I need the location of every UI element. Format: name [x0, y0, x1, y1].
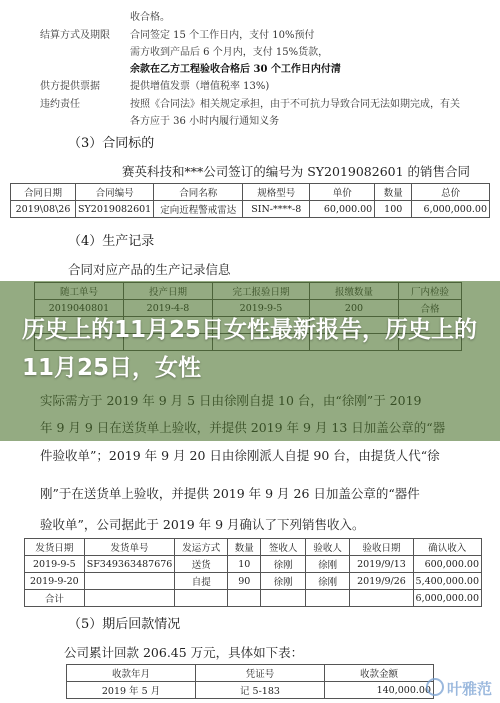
table-cell: 合计	[25, 590, 85, 607]
table-cell: 6,000,000.00	[412, 201, 490, 218]
section-heading: （3）合同标的	[68, 136, 155, 151]
liability-label: 违约责任	[40, 99, 80, 110]
table-cell: 2019-9-5	[25, 556, 85, 573]
section-heading: （5）期后回款情况	[68, 617, 181, 632]
table-cell: 6,000,000.00	[413, 590, 481, 607]
liability-line: 按照《合同法》相关规定承担，由于不可抗力导致合同无法如期完成，有关	[130, 99, 460, 110]
settlement-line: 需方收到产品后 6 个月内，支付 15%货款，	[130, 47, 329, 58]
table-cell: 5,400,000.00	[413, 573, 481, 590]
sales-paragraph-line: 验收单”，公司据此于 2019 年 9 月确认了下列销售收入。	[40, 517, 365, 532]
table-header-cell: 总价	[412, 184, 490, 201]
table-header-cell: 凭证号	[196, 665, 325, 682]
table-header-cell: 数量	[228, 539, 261, 556]
table-cell: SF349363487676	[84, 556, 175, 573]
section-caption: 赛英科技和***公司签订的编号为 SY2019082601 的销售合同	[122, 164, 471, 179]
sales-paragraph-line: 件验收单”；2019 年 9 月 20 日由徐刚派人自提 90 台，由提货人代“徐	[40, 448, 440, 463]
table-header-cell: 签收人	[261, 539, 306, 556]
table-cell: 2019/9/26	[350, 573, 413, 590]
liability-line: 各方应于 36 小时内履行通知义务	[130, 116, 280, 127]
table-cell: 90	[228, 573, 261, 590]
section-caption: 公司累计回款 206.45 万元，具体如下表：	[64, 645, 304, 660]
table-cell: 100	[375, 201, 412, 218]
table-header-cell: 合同日期	[11, 184, 76, 201]
table-header-cell: 发运方式	[175, 539, 228, 556]
table-row	[25, 590, 482, 607]
table-row	[25, 573, 482, 590]
table-header-cell: 发货日期	[25, 539, 85, 556]
table-cell: 徐刚	[305, 556, 350, 573]
invoice-value: 提供增值发票（增值税率 13%)	[130, 81, 270, 92]
table-header-cell: 合同编号	[76, 184, 154, 201]
contract-table	[10, 183, 490, 218]
watermark-icon	[426, 678, 444, 696]
table-header-row	[25, 539, 482, 556]
table-row	[11, 201, 490, 218]
section-caption: 合同对应产品的生产记录信息	[68, 262, 231, 277]
table-cell: 2019 年 5 月	[67, 682, 196, 699]
table-cell: 定向近程警戒雷达	[154, 201, 243, 218]
table-cell: 2019/9/13	[350, 556, 413, 573]
table-cell: 自提	[175, 573, 228, 590]
table-header-cell: 确认收入	[413, 539, 481, 556]
table-header-cell: 验收日期	[350, 539, 413, 556]
table-cell: 2019\08\26	[11, 201, 76, 218]
sales-table	[24, 538, 482, 607]
headline-title: 历史上的11月25日女性最新报告，历史上的11月25日，女性	[22, 317, 478, 381]
settlement-label: 结算方式及期限	[40, 30, 110, 41]
table-cell: 10	[228, 556, 261, 573]
table-header-row	[67, 665, 434, 682]
table-header-cell: 发货单号	[84, 539, 175, 556]
table-cell: 送货	[175, 556, 228, 573]
invoice-label: 供方提供票据	[40, 81, 100, 92]
table-cell: 2019-9-20	[25, 573, 85, 590]
sales-paragraph-line: 刚”于在送货单上验收，并提供 2019 年 9 月 26 日加盖公章的“器件	[40, 486, 420, 501]
table-cell: 140,000.00	[325, 682, 434, 699]
table-cell: 记 5-183	[196, 682, 325, 699]
table-header-cell: 合同名称	[154, 184, 243, 201]
table-header-cell: 数量	[375, 184, 412, 201]
section-heading: （4）生产记录	[68, 234, 155, 249]
table-header-cell: 收款年月	[67, 665, 196, 682]
table-row	[67, 682, 434, 699]
table-cell: SY2019082601	[76, 201, 154, 218]
table-header-cell: 规格型号	[243, 184, 310, 201]
table-row	[25, 556, 482, 573]
table-header-cell: 收款金额	[325, 665, 434, 682]
table-header-row	[11, 184, 490, 201]
collection-table	[66, 664, 434, 699]
table-cell: SIN-****-8	[243, 201, 310, 218]
table-cell: 600,000.00	[413, 556, 481, 573]
table-cell: 徐刚	[305, 573, 350, 590]
table-cell: 60,000.00	[310, 201, 375, 218]
settlement-line: 余款在乙方工程验收合格后 30 个工作日内付清	[130, 64, 341, 75]
settlement-line: 合同签定 15 个工作日内，支付 10%预付	[130, 30, 315, 41]
table-cell: 徐刚	[261, 556, 306, 573]
table-cell: 徐刚	[261, 573, 306, 590]
table-cell	[84, 573, 175, 590]
contract-fragment: 收合格。	[130, 12, 170, 23]
watermark	[426, 678, 492, 699]
table-header-cell: 验收人	[305, 539, 350, 556]
table-header-cell: 单价	[310, 184, 375, 201]
watermark-text: 叶雅范	[446, 680, 492, 698]
